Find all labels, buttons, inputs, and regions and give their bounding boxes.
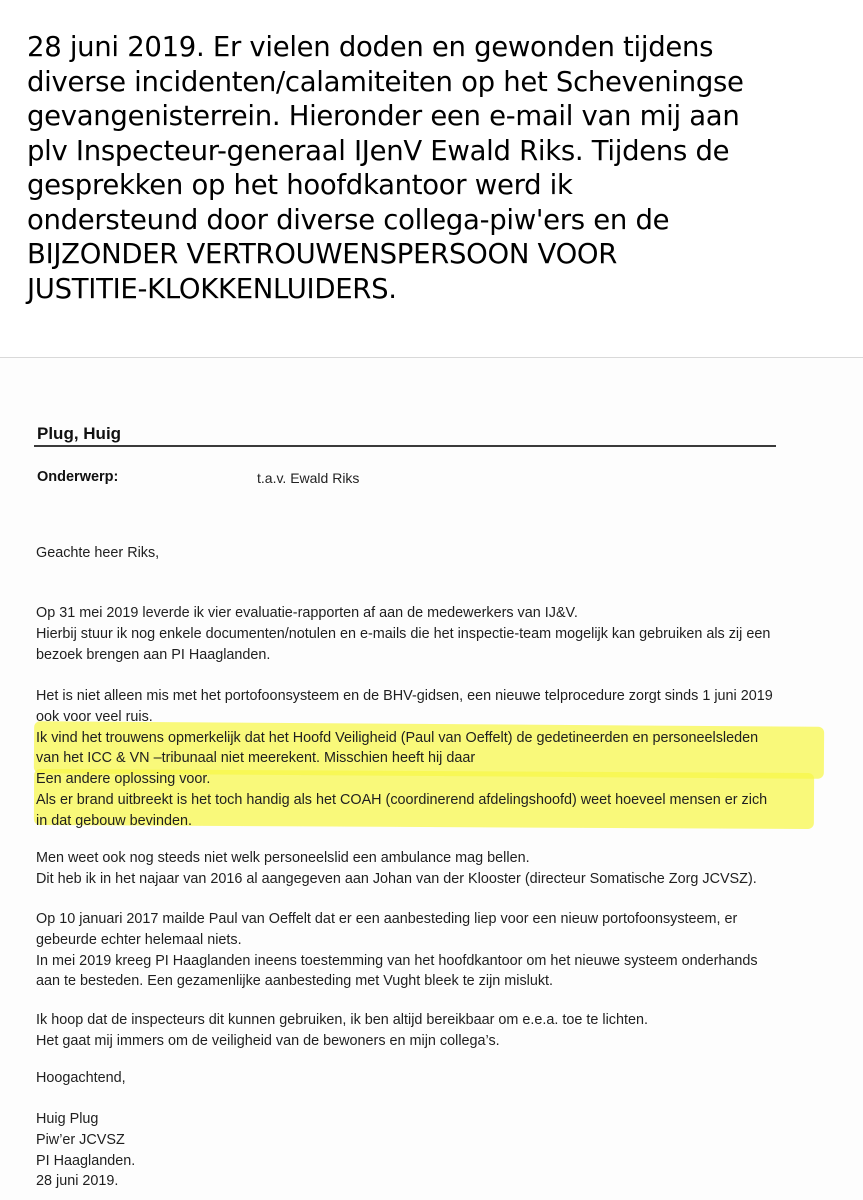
paragraph-3 <box>36 848 836 890</box>
letter-line: ook voor veel ruis. <box>36 708 153 725</box>
caption-line: gesprekken op het hoofdkantoor werd ik <box>27 169 573 201</box>
letter-line: Ik hoop dat de inspecteurs dit kunnen gebruiken, ik ben altijd bereikbaar om e.e.a. toe te lichten. <box>36 1012 648 1028</box>
caption-line: plv Inspecteur-generaal IJenV Ewald Riks. Tijdens de <box>27 134 730 167</box>
caption-line: gevangenisterrein. Hieronder een e-mail van mij aan <box>27 100 740 132</box>
header-rule <box>34 445 776 447</box>
letter-line: Hierbij stuur ik nog enkele documenten/notulen en e-mails die het inspectie-team mogelijk kan gebruiken als zij een <box>36 625 771 642</box>
letter-line: Het is niet alleen mis met het portofoonsysteem en de BHV-gidsen, een nieuwe telprocedure zorgt sinds 1 juni 2019 <box>36 688 773 704</box>
caption-line: JUSTITIE-KLOKKENLUIDERS. <box>27 272 397 305</box>
paragraph-1 <box>36 603 836 665</box>
caption-line: ondersteund door diverse collega-piw'ers en de <box>27 203 670 236</box>
caption-line: BIJZONDER VERTROUWENSPERSOON VOOR <box>27 238 618 270</box>
letter-line: Ik vind het trouwens opmerkelijk dat het Hoofd Veiligheid (Paul van Oeffelt) de gedetineerden en personeelsleden <box>36 729 759 746</box>
letter-line: Men weet ook nog steeds niet welk personeelslid een ambulance mag bellen. <box>36 850 530 866</box>
letter-line: Geachte heer Riks, <box>36 545 160 561</box>
letter-line: Een andere oplossing voor. <box>36 771 211 788</box>
signature-block <box>36 1109 836 1192</box>
letter-line: Hoogachtend, <box>36 1070 126 1086</box>
caption-line: 28 juni 2019. Er vielen doden en gewonden tijdens <box>27 31 714 63</box>
letter-line: In mei 2019 kreeg PI Haaglanden ineens toestemming van het hoofdkantoor om het nieuwe systeem onderhands <box>36 952 758 969</box>
scanned-email-image[interactable] <box>0 358 863 1200</box>
post-caption <box>27 30 847 306</box>
paragraph-2 <box>36 686 836 832</box>
letter-line: Dit heb ik in het najaar van 2016 al aangegeven aan Johan van der Klooster (directeur Somatische Zorg JCVSZ). <box>36 870 757 887</box>
signature-line: PI Haaglanden. <box>36 1152 136 1169</box>
subject-label: Onderwerp: <box>37 469 119 485</box>
letter-line: Als er brand uitbreekt is het toch handig als het COAH (coordinerend afdelingshoofd) weet hoeveel mensen er zich <box>36 791 768 808</box>
letter-line: van het ICC & VN –tribunaal niet meerekent. Misschien heeft hij daar <box>36 750 476 767</box>
signature-line: Huig Plug <box>36 1111 99 1127</box>
email-sender: Plug, Huig <box>37 424 122 443</box>
letter-line: Op 10 januari 2017 mailde Paul van Oeffelt dat er een aanbesteding liep voor een nieuw portofoonsysteem, er <box>36 911 738 927</box>
signature-line: 28 juni 2019. <box>36 1173 119 1190</box>
letter-line: Op 31 mei 2019 leverde ik vier evaluatie-rapporten af aan de medewerkers van IJ&V. <box>36 605 578 621</box>
caption-line: diverse incidenten/calamiteiten op het Scheveningse <box>27 65 744 98</box>
letter-line: gebeurde echter helemaal niets. <box>36 931 242 948</box>
paragraph-4 <box>36 909 836 992</box>
paragraph-5 <box>36 1010 836 1052</box>
signature-line: Piw’er JCVSZ <box>36 1131 125 1148</box>
letter-line: Het gaat mij immers om de veiligheid van de bewoners en mijn collega’s. <box>36 1032 500 1049</box>
salutation <box>36 543 836 564</box>
subject-value: t.a.v. Ewald Riks <box>257 470 360 486</box>
letter-line: bezoek brengen aan PI Haaglanden. <box>36 646 271 663</box>
closing <box>36 1068 836 1089</box>
letter-line: aan te besteden. Een gezamenlijke aanbesteding met Vught bleek te zijn mislukt. <box>36 973 554 990</box>
letter-line: in dat gebouw bevinden. <box>36 812 193 829</box>
